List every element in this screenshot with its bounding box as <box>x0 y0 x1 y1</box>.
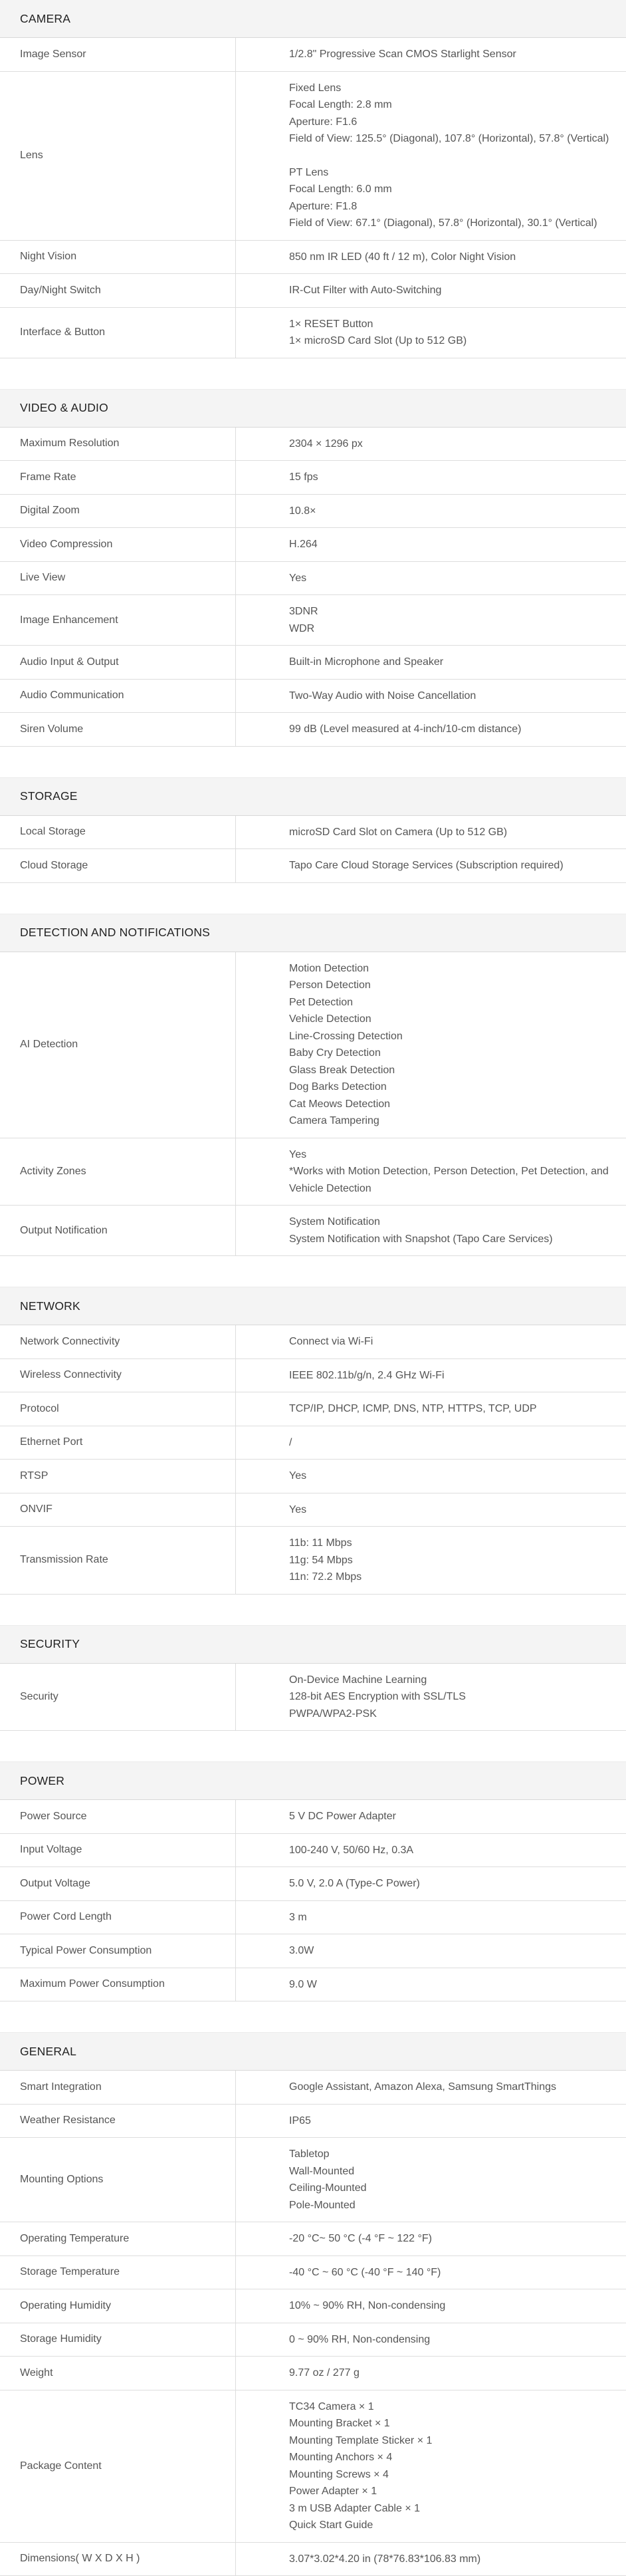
spec-value <box>236 461 626 494</box>
spec-value <box>236 274 626 307</box>
spec-value <box>236 2105 626 2138</box>
section-spacer <box>0 358 626 389</box>
spec-row-security <box>0 1664 626 1732</box>
spec-label: Mounting Options <box>0 2138 236 2222</box>
spec-value-line: Pole-Mounted <box>289 2197 621 2214</box>
spec-value <box>236 849 626 882</box>
spec-row-typical-power-consumption <box>0 1934 626 1968</box>
spec-value <box>236 428 626 461</box>
spec-label: Operating Temperature <box>0 2222 236 2255</box>
spec-row-audio-communication <box>0 680 626 713</box>
spec-value-line: Connect via Wi-Fi <box>289 1333 621 1351</box>
section-spacer <box>0 2001 626 2032</box>
section-title-security: SECURITY <box>0 1625 626 1664</box>
spec-value <box>236 952 626 1138</box>
spec-value <box>236 816 626 849</box>
spec-row-smart-integration <box>0 2071 626 2105</box>
spec-value-line: Tapo Care Cloud Storage Services (Subscription required) <box>289 857 621 874</box>
spec-value <box>236 1834 626 1867</box>
spec-row-weight <box>0 2357 626 2390</box>
spec-value-line: 11g: 54 Mbps <box>289 1552 621 1569</box>
spec-label: Siren Volume <box>0 713 236 746</box>
spec-label: Local Storage <box>0 816 236 849</box>
spec-value-line: Focal Length: 6.0 mm <box>289 181 621 198</box>
spec-value-line: 3.0W <box>289 1942 621 1960</box>
line-gap <box>289 148 621 164</box>
spec-row-live-view <box>0 562 626 596</box>
section-spacer <box>0 1256 626 1287</box>
spec-row-input-voltage <box>0 1834 626 1868</box>
spec-label: Frame Rate <box>0 461 236 494</box>
spec-label: Weather Resistance <box>0 2105 236 2138</box>
spec-label: Image Sensor <box>0 38 236 71</box>
spec-value-line: System Notification <box>289 1214 621 1231</box>
spec-value-line: Pet Detection <box>289 994 621 1011</box>
spec-value <box>236 646 626 679</box>
spec-label: Dimensions( W X D X H ) <box>0 2543 236 2576</box>
spec-value-line: 3DNR <box>289 603 621 620</box>
spec-value <box>236 1138 626 1206</box>
spec-value <box>236 713 626 746</box>
spec-value-line: 3 m USB Adapter Cable × 1 <box>289 2500 621 2517</box>
spec-label: Day/Night Switch <box>0 274 236 307</box>
spec-value-line: 3.07*3.02*4.20 in (78*76.83*106.83 mm) <box>289 2551 621 2568</box>
section-spacer <box>0 883 626 914</box>
spec-row-frame-rate <box>0 461 626 495</box>
spec-value-line: Power Adapter × 1 <box>289 2483 621 2500</box>
spec-value-line: Line-Crossing Detection <box>289 1028 621 1045</box>
spec-value-line: 1× RESET Button <box>289 316 621 333</box>
spec-value <box>236 1206 626 1255</box>
spec-value-line: -40 °C ~ 60 °C (-40 °F ~ 140 °F) <box>289 2264 621 2281</box>
spec-row-night-vision <box>0 241 626 275</box>
spec-value-line: 10.8× <box>289 503 621 520</box>
spec-value <box>236 2390 626 2542</box>
spec-label: Ethernet Port <box>0 1426 236 1460</box>
spec-value <box>236 1901 626 1934</box>
spec-value <box>236 1493 626 1527</box>
spec-row-day-night-switch <box>0 274 626 308</box>
spec-value-line: 3 m <box>289 1909 621 1926</box>
spec-value-line: Baby Cry Detection <box>289 1045 621 1062</box>
spec-value <box>236 680 626 713</box>
spec-value <box>236 1800 626 1833</box>
spec-row-cloud-storage <box>0 849 626 883</box>
spec-value-line: IEEE 802.11b/g/n, 2.4 GHz Wi-Fi <box>289 1367 621 1384</box>
spec-value-line: Aperture: F1.8 <box>289 198 621 215</box>
spec-label: Transmission Rate <box>0 1527 236 1594</box>
spec-value <box>236 1527 626 1594</box>
spec-value <box>236 241 626 274</box>
spec-label: Night Vision <box>0 241 236 274</box>
spec-value-line: 1× microSD Card Slot (Up to 512 GB) <box>289 332 621 350</box>
section-title-network: NETWORK <box>0 1287 626 1325</box>
spec-value <box>236 2256 626 2289</box>
spec-value-line: Yes <box>289 1146 621 1164</box>
spec-value <box>236 2138 626 2222</box>
spec-label: Operating Humidity <box>0 2289 236 2323</box>
spec-value-line: Yes <box>289 570 621 587</box>
spec-row-ethernet-port <box>0 1426 626 1460</box>
spec-value-line: Two-Way Audio with Noise Cancellation <box>289 688 621 705</box>
spec-row-image-enhancement <box>0 595 626 646</box>
spec-value-line: 5.0 V, 2.0 A (Type-C Power) <box>289 1875 621 1892</box>
spec-label: Storage Humidity <box>0 2323 236 2357</box>
spec-value-line: Field of View: 67.1° (Diagonal), 57.8° (Horizontal), 30.1° (Vertical) <box>289 215 621 232</box>
spec-label: Weight <box>0 2357 236 2390</box>
spec-value <box>236 2289 626 2323</box>
spec-label: Video Compression <box>0 528 236 561</box>
spec-value-line: 100-240 V, 50/60 Hz, 0.3A <box>289 1842 621 1859</box>
spec-row-image-sensor <box>0 38 626 72</box>
spec-value-line: TC34 Camera × 1 <box>289 2398 621 2416</box>
spec-value <box>236 495 626 528</box>
spec-value-line: Yes <box>289 1501 621 1519</box>
spec-row-transmission-rate <box>0 1527 626 1595</box>
spec-value <box>236 528 626 561</box>
spec-value-line: 9.77 oz / 277 g <box>289 2365 621 2382</box>
spec-row-output-notification <box>0 1206 626 1256</box>
section-title-camera: CAMERA <box>0 0 626 38</box>
section-title-detection-and-notifications: DETECTION AND NOTIFICATIONS <box>0 914 626 952</box>
section-title-storage: STORAGE <box>0 777 626 816</box>
spec-value-line: 0 ~ 90% RH, Non-condensing <box>289 2331 621 2349</box>
spec-value-line: Fixed Lens <box>289 80 621 97</box>
spec-row-lens <box>0 72 626 241</box>
spec-value <box>236 1934 626 1968</box>
spec-label: Interface & Button <box>0 308 236 358</box>
spec-value-line: IR-Cut Filter with Auto-Switching <box>289 282 621 299</box>
spec-value-line: 1/2.8" Progressive Scan CMOS Starlight Sensor <box>289 46 621 63</box>
spec-value <box>236 595 626 645</box>
spec-value-line: Cat Meows Detection <box>289 1096 621 1113</box>
spec-value-line: 5 V DC Power Adapter <box>289 1808 621 1825</box>
spec-label: Audio Communication <box>0 680 236 713</box>
spec-value-line: Wall-Mounted <box>289 2163 621 2180</box>
spec-row-protocol <box>0 1392 626 1426</box>
spec-value-line: Camera Tampering <box>289 1112 621 1130</box>
spec-value-line: Quick Start Guide <box>289 2517 621 2534</box>
spec-row-digital-zoom <box>0 495 626 529</box>
spec-label: Live View <box>0 562 236 595</box>
spec-label: Smart Integration <box>0 2071 236 2104</box>
spec-row-rtsp <box>0 1460 626 1493</box>
spec-value-line: Motion Detection <box>289 960 621 977</box>
spec-value-line: Vehicle Detection <box>289 1180 621 1198</box>
section-spacer <box>0 1595 626 1625</box>
spec-label: Activity Zones <box>0 1138 236 1206</box>
spec-value-line: Person Detection <box>289 977 621 994</box>
spec-value-line: H.264 <box>289 536 621 553</box>
spec-label: Package Content <box>0 2390 236 2542</box>
spec-label: RTSP <box>0 1460 236 1493</box>
spec-row-wireless-connectivity <box>0 1359 626 1393</box>
spec-row-onvif <box>0 1493 626 1527</box>
spec-row-video-compression <box>0 528 626 562</box>
spec-value <box>236 2071 626 2104</box>
spec-value <box>236 1664 626 1731</box>
spec-value-line: On-Device Machine Learning <box>289 1672 621 1689</box>
spec-value-line: 9.0 W <box>289 1976 621 1994</box>
spec-row-activity-zones <box>0 1138 626 1206</box>
spec-value-line: System Notification with Snapshot (Tapo Care Services) <box>289 1231 621 1248</box>
spec-value-line: 11b: 11 Mbps <box>289 1535 621 1552</box>
spec-value <box>236 562 626 595</box>
spec-label: Wireless Connectivity <box>0 1359 236 1392</box>
spec-row-maximum-resolution <box>0 428 626 461</box>
spec-value-line: Ceiling-Mounted <box>289 2180 621 2197</box>
spec-label: Power Cord Length <box>0 1901 236 1934</box>
spec-label: Storage Temperature <box>0 2256 236 2289</box>
spec-value-line: 15 fps <box>289 469 621 486</box>
spec-value-line: IP65 <box>289 2113 621 2130</box>
spec-row-ai-detection <box>0 952 626 1138</box>
spec-row-operating-temperature <box>0 2222 626 2256</box>
spec-value-line: 2304 × 1296 px <box>289 436 621 453</box>
spec-value-line: / <box>289 1434 621 1452</box>
spec-value <box>236 2323 626 2357</box>
spec-label: Audio Input & Output <box>0 646 236 679</box>
spec-row-power-source <box>0 1800 626 1834</box>
spec-row-mounting-options <box>0 2138 626 2222</box>
spec-label: Output Notification <box>0 1206 236 1255</box>
spec-label: Output Voltage <box>0 1867 236 1900</box>
spec-row-storage-humidity <box>0 2323 626 2357</box>
spec-row-maximum-power-consumption <box>0 1968 626 2002</box>
spec-row-storage-temperature <box>0 2256 626 2290</box>
spec-value-line: 11n: 72.2 Mbps <box>289 1569 621 1586</box>
spec-row-audio-input-output <box>0 646 626 680</box>
spec-value <box>236 1460 626 1493</box>
spec-value-line: 99 dB (Level measured at 4-inch/10-cm distance) <box>289 721 621 738</box>
spec-label: Image Enhancement <box>0 595 236 645</box>
spec-label: Lens <box>0 72 236 240</box>
spec-value <box>236 38 626 71</box>
section-title-general: GENERAL <box>0 2032 626 2071</box>
spec-label: ONVIF <box>0 1493 236 1527</box>
spec-value <box>236 1867 626 1900</box>
spec-value-line: TCP/IP, DHCP, ICMP, DNS, NTP, HTTPS, TCP, UDP <box>289 1400 621 1418</box>
spec-value-line: Mounting Anchors × 4 <box>289 2449 621 2466</box>
spec-row-power-cord-length <box>0 1901 626 1935</box>
spec-value <box>236 2543 626 2576</box>
spec-row-dimensions-w-x-d-x-h <box>0 2543 626 2576</box>
section-spacer <box>0 747 626 777</box>
spec-row-network-connectivity <box>0 1325 626 1359</box>
spec-value-line: PWPA/WPA2-PSK <box>289 1706 621 1723</box>
spec-value-line: WDR <box>289 620 621 638</box>
spec-label: Cloud Storage <box>0 849 236 882</box>
spec-value-line: 10% ~ 90% RH, Non-condensing <box>289 2297 621 2315</box>
spec-value-line: 128-bit AES Encryption with SSL/TLS <box>289 1688 621 1706</box>
section-title-power: POWER <box>0 1761 626 1800</box>
spec-row-operating-humidity <box>0 2289 626 2323</box>
section-spacer <box>0 1731 626 1761</box>
spec-value-line: Aperture: F1.6 <box>289 114 621 131</box>
spec-value-line: Yes <box>289 1468 621 1485</box>
spec-value <box>236 1968 626 2001</box>
section-title-video-audio: VIDEO & AUDIO <box>0 389 626 428</box>
spec-value-line: Mounting Bracket × 1 <box>289 2415 621 2432</box>
spec-value-line: Google Assistant, Amazon Alexa, Samsung SmartThings <box>289 2079 621 2096</box>
spec-value-line: *Works with Motion Detection, Person Detection, Pet Detection, and <box>289 1163 621 1180</box>
spec-value <box>236 1359 626 1392</box>
spec-label: Network Connectivity <box>0 1325 236 1358</box>
spec-value-line: Built-in Microphone and Speaker <box>289 654 621 671</box>
spec-row-local-storage <box>0 816 626 850</box>
spec-label: Input Voltage <box>0 1834 236 1867</box>
spec-value-line: 850 nm IR LED (40 ft / 12 m), Color Night Vision <box>289 249 621 266</box>
spec-value-line: Vehicle Detection <box>289 1011 621 1028</box>
spec-value-line: Field of View: 125.5° (Diagonal), 107.8° (Horizontal), 57.8° (Vertical) <box>289 130 621 148</box>
spec-label: Power Source <box>0 1800 236 1833</box>
spec-value-line: Focal Length: 2.8 mm <box>289 96 621 114</box>
spec-value <box>236 1426 626 1460</box>
spec-row-siren-volume <box>0 713 626 747</box>
spec-row-weather-resistance <box>0 2105 626 2138</box>
spec-row-package-content <box>0 2390 626 2543</box>
spec-value <box>236 308 626 358</box>
spec-label: Maximum Power Consumption <box>0 1968 236 2001</box>
spec-value-line: Glass Break Detection <box>289 1062 621 1079</box>
spec-value <box>236 72 626 240</box>
spec-value-line: Dog Barks Detection <box>289 1079 621 1096</box>
spec-value-line: microSD Card Slot on Camera (Up to 512 GB) <box>289 824 621 841</box>
spec-row-output-voltage <box>0 1867 626 1901</box>
spec-value <box>236 1325 626 1358</box>
spec-label: Typical Power Consumption <box>0 1934 236 1968</box>
spec-label: Protocol <box>0 1392 236 1426</box>
spec-row-interface-button <box>0 308 626 358</box>
spec-label: Digital Zoom <box>0 495 236 528</box>
spec-value-line: Tabletop <box>289 2146 621 2163</box>
spec-label: AI Detection <box>0 952 236 1138</box>
spec-value <box>236 2357 626 2390</box>
spec-value <box>236 1392 626 1426</box>
spec-label: Maximum Resolution <box>0 428 236 461</box>
spec-value-line: Mounting Template Sticker × 1 <box>289 2432 621 2450</box>
spec-value-line: -20 °C~ 50 °C (-4 °F ~ 122 °F) <box>289 2230 621 2248</box>
spec-value-line: PT Lens <box>289 164 621 182</box>
spec-value-line: Mounting Screws × 4 <box>289 2466 621 2484</box>
spec-label: Security <box>0 1664 236 1731</box>
spec-value <box>236 2222 626 2255</box>
